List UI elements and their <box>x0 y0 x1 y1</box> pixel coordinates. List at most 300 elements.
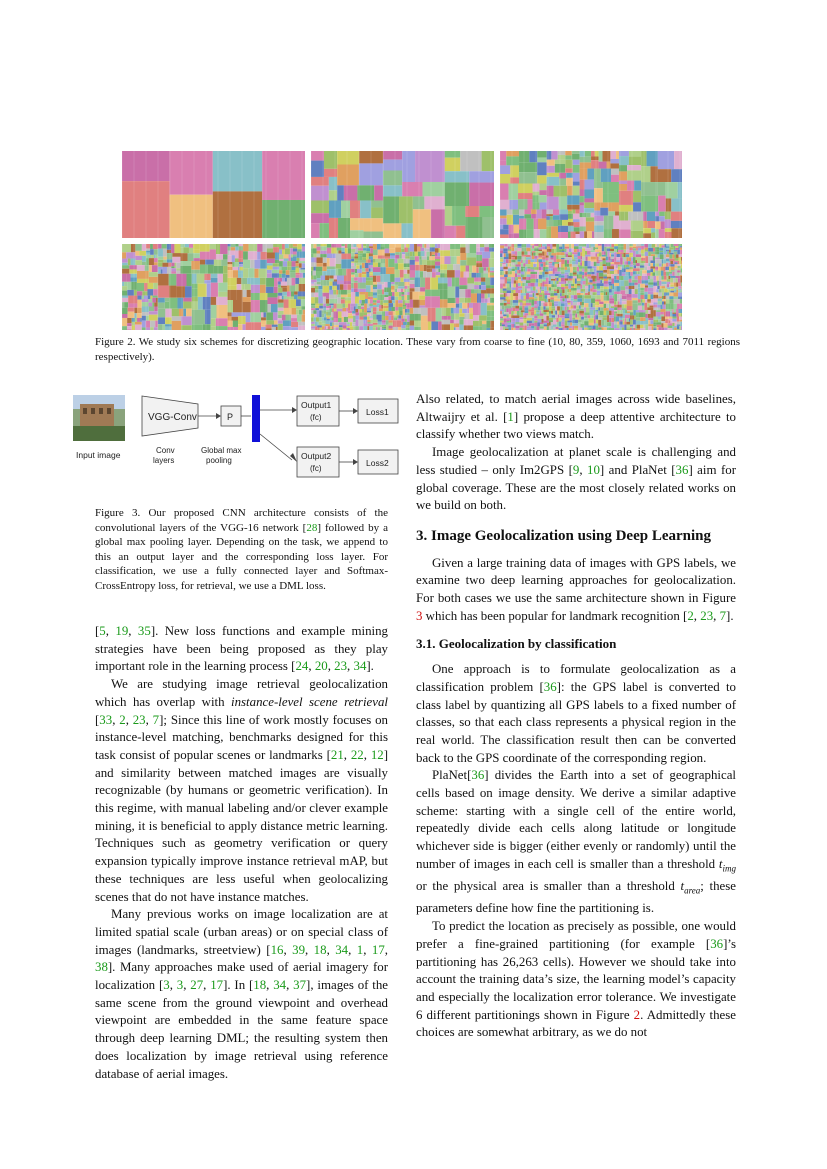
partition-cell <box>595 307 598 310</box>
partition-cell <box>431 321 438 330</box>
partition-cell <box>414 252 417 257</box>
partition-cell <box>500 311 502 314</box>
partition-cell <box>317 263 323 267</box>
partition-cell <box>580 213 582 217</box>
partition-cell <box>607 274 611 277</box>
citation-link[interactable]: 21 <box>330 747 344 762</box>
partition-cell <box>538 244 540 247</box>
partition-cell <box>153 244 158 249</box>
partition-cell <box>584 269 587 272</box>
citation-link[interactable]: 16 <box>270 942 284 957</box>
text: ] propose a deep attentive architecture to classify whether two views match. <box>416 409 736 442</box>
partition-cell <box>200 265 208 274</box>
partition-cell <box>528 251 531 254</box>
partition-cell <box>678 283 681 287</box>
partition-cell <box>345 300 351 303</box>
partition-cell <box>582 302 584 305</box>
partition-cell <box>402 182 422 196</box>
partition-cell <box>523 303 526 306</box>
partition-cell <box>460 247 465 253</box>
partition-cell <box>336 290 338 295</box>
partition-cell <box>364 218 384 231</box>
partition-cell <box>602 280 604 283</box>
partition-cell <box>385 244 390 249</box>
partition-cell <box>575 314 577 318</box>
partition-cell <box>594 169 601 182</box>
partition-cell <box>481 294 485 299</box>
partition-cell <box>500 275 504 277</box>
partition-cell <box>316 317 319 321</box>
partition-cell <box>578 320 582 322</box>
partition-cell <box>580 226 586 231</box>
partition-cell <box>647 299 651 302</box>
partition-cell <box>452 278 460 287</box>
partition-cell <box>396 320 401 327</box>
partition-cell <box>490 267 494 271</box>
partition-cell <box>399 311 403 316</box>
partition-cell <box>240 267 243 271</box>
partition-cell <box>651 228 655 232</box>
citation-link[interactable]: 39 <box>292 942 306 957</box>
partition-cell <box>619 230 631 238</box>
partition-cell <box>163 260 166 263</box>
partition-cell <box>593 286 594 289</box>
partition-cell <box>331 305 333 308</box>
partition-cell <box>363 251 366 254</box>
citation-link[interactable]: 1 <box>507 409 514 424</box>
partition-cell <box>291 257 293 261</box>
partition-cell <box>608 282 611 284</box>
partition-cell <box>603 182 619 193</box>
partition-cell <box>361 305 364 307</box>
partition-cell <box>633 247 636 249</box>
partition-cell <box>302 244 305 247</box>
citation-link[interactable]: 17 <box>371 942 385 957</box>
partition-cell <box>653 307 657 310</box>
partition-cell <box>538 219 546 230</box>
partition-cell <box>367 311 371 313</box>
partition-cell <box>327 254 333 258</box>
partition-cell <box>373 327 376 330</box>
partition-cell <box>675 268 678 276</box>
partition-cell <box>653 256 655 260</box>
citation-link[interactable]: 23 <box>132 712 146 727</box>
partition-cell <box>534 301 537 304</box>
partition-cell <box>529 297 534 299</box>
partition-cell <box>445 151 461 158</box>
partition-cell <box>407 315 410 322</box>
partition-cell <box>584 295 591 299</box>
partition-cell <box>587 315 590 318</box>
partition-cell <box>630 327 633 328</box>
partition-cell <box>547 177 559 186</box>
partition-cell <box>572 316 575 318</box>
partition-cell <box>327 258 330 266</box>
citation-link[interactable]: 34 <box>273 978 287 993</box>
partition-cell <box>622 304 625 308</box>
partition-cell <box>462 309 467 313</box>
citation-link[interactable]: 10 <box>587 462 600 477</box>
partition-cell <box>404 270 408 274</box>
partition-cell <box>531 323 534 326</box>
partition-cell <box>526 248 530 252</box>
partition-cell <box>558 226 568 232</box>
partition-cell <box>674 283 676 287</box>
figure-link[interactable]: 2 <box>633 1007 641 1022</box>
partition-cell <box>657 286 660 289</box>
partition-cell <box>291 291 294 296</box>
partition-cell <box>648 252 651 256</box>
partition-cell <box>266 278 274 287</box>
partition-cell <box>267 259 275 263</box>
partition-cell <box>619 221 631 230</box>
partition-cell <box>554 289 557 291</box>
partition-cell <box>267 244 273 248</box>
partition-cell <box>569 326 572 328</box>
citation-link[interactable]: 3 <box>176 978 184 993</box>
citation-link[interactable]: 38 <box>95 960 108 975</box>
partition-cell <box>249 244 258 251</box>
figure-link[interactable]: 3 <box>416 608 423 623</box>
partition-cell <box>341 200 350 217</box>
partition-cell <box>572 264 578 266</box>
partition-cell <box>348 311 352 313</box>
citation-link[interactable]: 3 <box>163 978 170 993</box>
partition-cell <box>401 322 403 325</box>
partition-cell <box>394 278 400 282</box>
citation-link[interactable]: 9 <box>572 462 580 477</box>
partition-cell <box>634 315 636 319</box>
partition-cell <box>366 285 371 292</box>
partition-cell <box>507 319 510 321</box>
citation-link[interactable]: 23 <box>700 608 714 623</box>
partition-cell <box>415 151 445 182</box>
partition-cell <box>629 257 631 261</box>
partition-cell <box>568 281 570 284</box>
partition-cell <box>598 326 601 328</box>
partition-cell <box>128 259 131 266</box>
text: ]’s partitioning has 26,263 cells). However we should take into account the training data’s size, the learning model’s capacity and especially the localization error tolerance. We investigate 6 different partitionings shown in Figure <box>416 936 736 1022</box>
partition-cell <box>424 244 426 248</box>
partition-cell <box>568 284 571 289</box>
partition-cell <box>211 274 218 278</box>
partition-cell <box>536 312 540 314</box>
gmp-label-2: pooling <box>206 456 232 465</box>
partition-cell <box>507 300 511 303</box>
partition-cell <box>647 302 651 303</box>
partition-cell <box>351 261 354 262</box>
figure-3 <box>70 390 405 500</box>
partition-cell <box>540 264 543 267</box>
partition-cell <box>435 256 440 259</box>
partition-cell <box>460 253 466 260</box>
partition-cell <box>351 255 355 257</box>
partition-cell <box>546 209 552 214</box>
citation-link[interactable]: 27 <box>190 978 204 993</box>
partition-cell <box>671 169 682 182</box>
partition-cell <box>251 293 260 300</box>
partition-cell <box>407 259 410 264</box>
partition-cell <box>383 306 388 308</box>
partition-cell <box>266 287 274 293</box>
partition-cell <box>367 314 371 317</box>
partition-cell <box>578 256 581 259</box>
citation-link[interactable]: 1 <box>356 942 364 957</box>
partition-cell <box>302 247 305 252</box>
partition-cell <box>551 268 553 271</box>
citation-link[interactable]: 2 <box>687 608 694 623</box>
citation-link[interactable]: 7 <box>719 608 727 623</box>
partition-cell <box>620 254 622 257</box>
partition-cell <box>363 326 367 330</box>
partition-cell <box>634 285 637 289</box>
citation-link[interactable]: 36 <box>543 679 557 694</box>
partition-cell <box>320 251 327 254</box>
partition-cell <box>604 247 606 252</box>
partition-cell <box>510 263 512 266</box>
partition-cell <box>519 219 526 230</box>
partition-cell <box>324 310 326 313</box>
partition-cell <box>587 266 591 268</box>
citation-link[interactable]: 37 <box>293 978 307 993</box>
partition-cell <box>597 262 600 264</box>
partition-cell <box>337 250 339 253</box>
partition-cell <box>506 156 519 165</box>
partition-cell <box>677 304 682 309</box>
partition-cell <box>518 290 521 293</box>
partition-cell <box>644 248 648 250</box>
partition-cell <box>504 318 507 322</box>
partition-cell <box>610 247 614 249</box>
partition-cell <box>384 282 387 288</box>
partition-cell <box>353 316 355 323</box>
partition-cell <box>419 256 422 259</box>
partition-cell <box>122 252 126 258</box>
partition-cell <box>265 328 271 330</box>
partition-cell <box>665 284 667 288</box>
citation-link[interactable]: 19 <box>115 624 129 638</box>
partition-cell <box>448 316 451 320</box>
partition-cell <box>521 260 523 264</box>
partition-cell <box>671 267 675 270</box>
partition-cell <box>643 233 651 238</box>
partition-cell <box>507 325 511 327</box>
partition-cell <box>648 288 654 292</box>
partition-cell <box>311 200 329 213</box>
partition-cell <box>658 298 662 301</box>
citation-link[interactable]: 7 <box>152 712 160 727</box>
partition-cell <box>122 265 129 269</box>
partition-cell <box>577 274 579 278</box>
partition-cell <box>565 247 569 249</box>
partition-cell <box>432 255 435 256</box>
partition-cell <box>420 300 426 306</box>
partition-cell <box>352 314 355 316</box>
partition-cell <box>395 252 399 255</box>
text: , <box>327 659 335 674</box>
partition-cell <box>148 303 152 307</box>
paragraph <box>416 661 736 767</box>
partition-cell <box>648 282 653 284</box>
partition-cell <box>525 260 528 264</box>
citation-link[interactable]: 36 <box>710 936 724 951</box>
partition-cell <box>262 151 305 200</box>
partition-cell <box>511 290 513 293</box>
partition-cell <box>565 267 567 270</box>
citation-link[interactable]: 36 <box>471 768 485 783</box>
partition-cell <box>329 286 332 290</box>
partition-cell <box>639 312 645 317</box>
partition-cell <box>384 288 387 293</box>
citation-link[interactable]: 22 <box>350 747 364 762</box>
text: [ <box>95 712 100 727</box>
partition-cell <box>580 202 584 205</box>
citation-link[interactable]: 20 <box>314 659 328 674</box>
partition-cell <box>576 259 579 264</box>
partition-cell <box>602 255 606 257</box>
partition-cell <box>233 270 238 278</box>
partition-cell <box>444 256 450 264</box>
citation-link[interactable]: 34 <box>335 942 349 957</box>
partition-cell <box>316 271 322 275</box>
partition-cell <box>656 289 659 292</box>
partition-cell <box>163 249 167 257</box>
partition-cell <box>674 289 676 292</box>
partition-cell <box>525 313 529 315</box>
partition-cell <box>560 296 565 298</box>
citation-link[interactable]: 18 <box>313 942 327 957</box>
partition-cell <box>424 196 444 209</box>
partition-cell <box>407 309 409 313</box>
citation-link[interactable]: 18 <box>253 978 267 993</box>
partition-cell <box>538 251 542 253</box>
partition-cell <box>460 260 466 265</box>
partition-cell <box>137 271 149 279</box>
partition-cell <box>517 256 521 260</box>
partition-cell <box>633 325 635 328</box>
partition-cell <box>530 283 534 287</box>
text: Many previous works on image localization are at limited spatial scale (urban areas) or on special class of images (landmarks, streetview) [ <box>95 907 388 957</box>
partition-cell <box>172 316 181 321</box>
partition-cell <box>544 287 547 291</box>
partition-cell <box>642 270 647 273</box>
citation-link[interactable]: 23 <box>334 659 348 674</box>
partition-cell <box>373 259 376 263</box>
partition-cell <box>367 322 370 324</box>
partition-cell <box>373 303 377 305</box>
partition-cell <box>284 308 292 315</box>
partition-cell <box>662 244 665 245</box>
citation-link[interactable]: 33 <box>99 712 113 727</box>
partition-cell <box>611 278 614 283</box>
partition-cell <box>631 231 643 238</box>
partition-cell <box>345 311 348 316</box>
citation-link[interactable]: 24 <box>295 659 309 674</box>
partition-cell <box>541 267 543 270</box>
partition-cell <box>610 271 614 274</box>
math-sub: img <box>722 863 736 874</box>
partition-cell <box>670 264 674 267</box>
partition-cell <box>614 252 617 257</box>
citation-link[interactable]: 34 <box>353 659 367 674</box>
partition-cell <box>244 284 251 290</box>
partition-cell <box>563 327 565 330</box>
text: ]: the GPS label is converted to class label by quantizing all GPS labels to a fixed number of classes, so that each class represents a physical region in the real world. The classification result then can be converted back to the GPS coordinate of the corresponding region. <box>416 679 736 765</box>
citation-link[interactable]: 28 <box>306 521 318 534</box>
citation-link[interactable]: 17 <box>210 978 224 993</box>
partition-cell <box>192 324 203 330</box>
partition-cell <box>534 267 538 270</box>
partition-cell <box>608 211 615 215</box>
partition-cell <box>572 326 574 330</box>
citation-link[interactable]: 5 <box>99 624 106 638</box>
partition-cell <box>154 262 158 265</box>
partition-cell <box>165 324 172 327</box>
partition-cell <box>149 265 152 272</box>
partition-cell <box>510 293 513 300</box>
partition-cell <box>282 278 285 282</box>
partition-cell <box>386 320 389 325</box>
citation-link[interactable]: 35 <box>137 624 151 638</box>
partition-cell <box>567 328 569 330</box>
partition-cell <box>546 226 551 238</box>
partition-cell <box>579 316 581 320</box>
partition-cell <box>625 286 628 289</box>
partition-cell <box>652 326 654 330</box>
partition-cell <box>554 186 568 197</box>
partition-cell <box>640 321 645 325</box>
partition-cell <box>532 253 533 256</box>
partition-cell <box>508 250 512 251</box>
arrow-head <box>353 408 358 414</box>
citation-link[interactable]: 2 <box>119 712 126 727</box>
text: Given a large training data of images with GPS labels, we examine two deep learning approaches for geolocalization. For both cases we use the same architecture shown in Figure <box>416 555 736 606</box>
partition-cell <box>657 281 659 286</box>
partition-cell <box>666 251 667 254</box>
citation-link[interactable]: 36 <box>675 462 689 477</box>
partition-cell <box>176 274 186 286</box>
partition-cell <box>410 252 413 257</box>
partition-cell <box>615 211 619 215</box>
partition-cell <box>633 251 636 257</box>
partition-cell <box>659 252 663 254</box>
partition-cell <box>439 248 441 253</box>
partition-cell <box>586 278 588 284</box>
partition-cell <box>626 253 630 254</box>
partition-cell <box>538 256 542 258</box>
partition-cell <box>551 322 553 326</box>
partition-cell <box>611 169 619 175</box>
partition-cell <box>486 285 494 288</box>
citation-link[interactable]: 12 <box>370 747 384 762</box>
partition-cell <box>383 170 402 185</box>
partition-cell <box>537 301 539 304</box>
partition-cell <box>513 290 515 293</box>
partition-cell <box>525 310 529 313</box>
partition-cell <box>507 288 512 291</box>
partition-cell <box>404 292 407 295</box>
partition-cell <box>651 166 658 182</box>
partition-cell <box>558 274 561 278</box>
partition-cell <box>601 295 604 301</box>
partition-cell <box>594 182 603 188</box>
partition-cell <box>507 281 511 283</box>
partition-cell <box>607 322 611 326</box>
partition-cell <box>603 193 619 202</box>
partition-cell <box>614 283 619 286</box>
partition-cell <box>127 323 132 326</box>
partition-cell <box>473 315 479 320</box>
